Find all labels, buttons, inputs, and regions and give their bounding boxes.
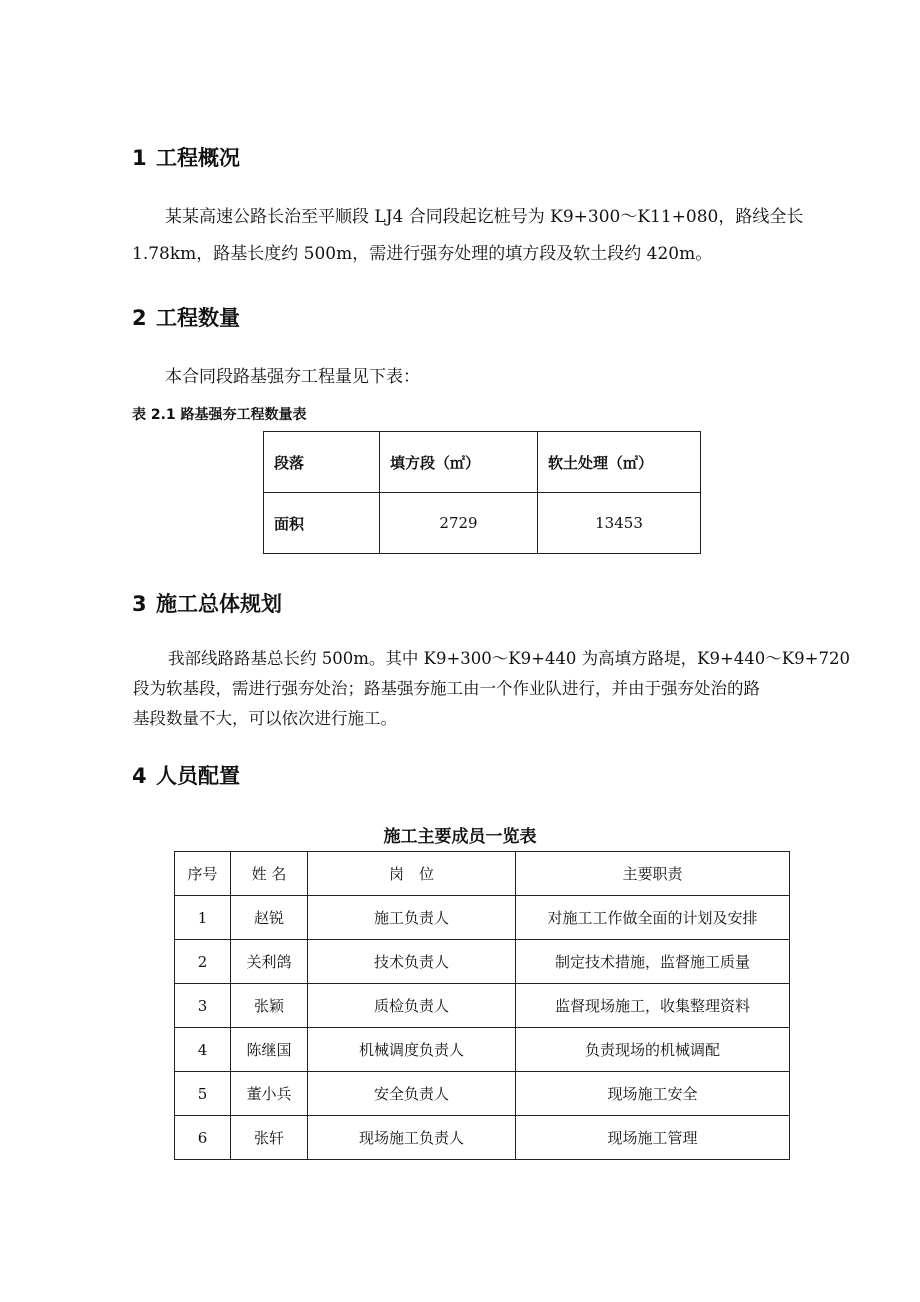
table-row [175, 984, 790, 1028]
section-number: 4 [132, 764, 147, 788]
staff-table [174, 851, 790, 1160]
cell-duty: 制定技术措施，监督施工质量 [516, 940, 790, 984]
section-title: 人员配置 [156, 764, 240, 788]
header-cell-name: 姓 名 [231, 852, 308, 896]
table-row [175, 896, 790, 940]
cell-no: 1 [175, 896, 231, 940]
cell-name: 赵锐 [231, 896, 308, 940]
cell-name: 张轩 [231, 1116, 308, 1160]
cell-name: 张颖 [231, 984, 308, 1028]
cell-post: 机械调度负责人 [308, 1028, 516, 1072]
header-cell-no: 序号 [175, 852, 231, 896]
quantity-table-caption: 表 2.1 路基强夯工程数量表 [132, 407, 307, 423]
section-number: 1 [132, 146, 147, 170]
header-cell-section: 段落 [264, 432, 380, 493]
soft-area-value: 13453 [538, 493, 701, 554]
table-row [175, 1072, 790, 1116]
cell-no: 4 [175, 1028, 231, 1072]
header-cell-post: 岗 位 [308, 852, 516, 896]
section-1-heading [132, 142, 240, 172]
fill-area-value: 2729 [380, 493, 538, 554]
cell-post: 质检负责人 [308, 984, 516, 1028]
table-row [264, 493, 701, 554]
table-row [175, 940, 790, 984]
header-cell-fill: 填方段（㎡） [380, 432, 538, 493]
cell-no: 5 [175, 1072, 231, 1116]
cell-duty: 现场施工管理 [516, 1116, 790, 1160]
cell-duty: 负责现场的机械调配 [516, 1028, 790, 1072]
cell-post: 技术负责人 [308, 940, 516, 984]
cell-name: 董小兵 [231, 1072, 308, 1116]
staff-table-title: 施工主要成员一览表 [383, 827, 537, 847]
header-cell-duty: 主要职责 [516, 852, 790, 896]
plan-line-1: 我部线路路基总长约 500m。其中 K9+300～K9+440 为高填方路堤，K9+440～K9+720 [168, 649, 850, 668]
quantity-table [263, 431, 701, 554]
table-header-row [264, 432, 701, 493]
plan-line-2: 段为软基段，需进行强夯处治；路基强夯施工由一个作业队进行，并由于强夯处治的路 [133, 679, 760, 698]
cell-post: 安全负责人 [308, 1072, 516, 1116]
section-title: 施工总体规划 [156, 592, 282, 616]
cell-post: 施工负责人 [308, 896, 516, 940]
section-title: 工程概况 [156, 146, 240, 170]
section-title: 工程数量 [156, 306, 240, 330]
cell-duty: 现场施工安全 [516, 1072, 790, 1116]
table-header-row [175, 852, 790, 896]
overview-line-2: 1.78km，路基长度约 500m，需进行强夯处理的填方段及软土段约 420m。 [132, 244, 713, 264]
header-cell-soft: 软土处理（㎡） [538, 432, 701, 493]
cell-no: 3 [175, 984, 231, 1028]
cell-no: 2 [175, 940, 231, 984]
row-label: 面积 [264, 493, 380, 554]
section-number: 2 [132, 306, 147, 330]
cell-post: 现场施工负责人 [308, 1116, 516, 1160]
plan-line-3: 基段数量不大，可以依次进行施工。 [133, 709, 397, 728]
cell-no: 6 [175, 1116, 231, 1160]
section-4-heading [132, 760, 240, 790]
section-2-heading [132, 302, 240, 332]
cell-name: 关利鸽 [231, 940, 308, 984]
quantity-intro: 本合同段路基强夯工程量见下表： [165, 367, 420, 387]
cell-name: 陈继国 [231, 1028, 308, 1072]
overview-line-1: 某某高速公路长治至平顺段 LJ4 合同段起讫桩号为 K9+300～K11+080，路线全长 [165, 207, 804, 227]
table-row [175, 1116, 790, 1160]
section-3-heading [132, 588, 282, 618]
section-number: 3 [132, 592, 147, 616]
cell-duty: 对施工工作做全面的计划及安排 [516, 896, 790, 940]
cell-duty: 监督现场施工，收集整理资料 [516, 984, 790, 1028]
table-row [175, 1028, 790, 1072]
